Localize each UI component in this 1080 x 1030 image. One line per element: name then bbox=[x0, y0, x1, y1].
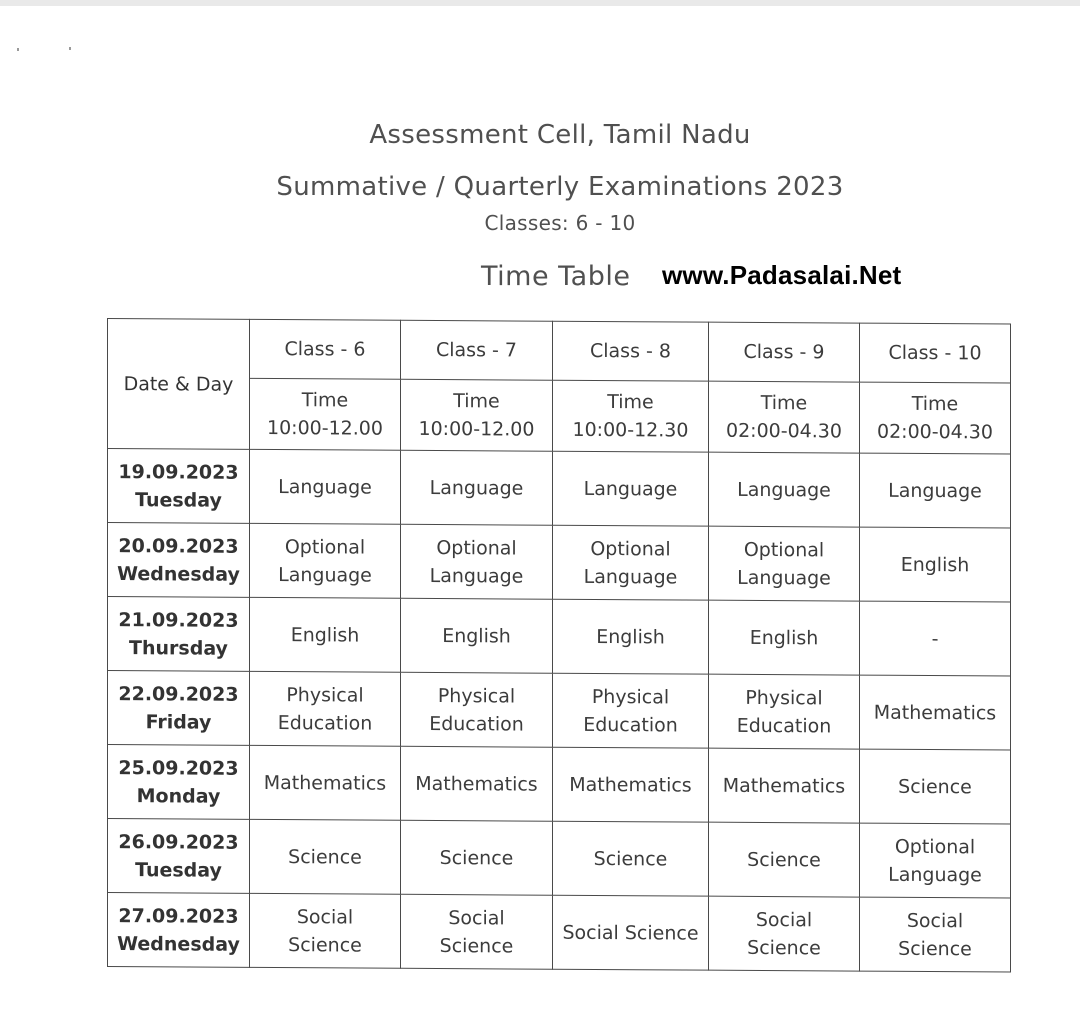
class-time-cell bbox=[250, 378, 401, 450]
website-watermark: www.Padasalai.Net bbox=[662, 260, 902, 290]
subject-cell bbox=[250, 819, 401, 894]
time-label: Time bbox=[453, 390, 500, 413]
subject-cell bbox=[250, 449, 401, 524]
subject-text: Language bbox=[429, 564, 524, 588]
subject-cell bbox=[709, 452, 860, 527]
subject-cell bbox=[553, 821, 709, 896]
exam-date: 27.09.2023 bbox=[118, 904, 239, 928]
subject-text: English bbox=[596, 625, 665, 648]
subject-cell bbox=[401, 450, 553, 525]
subject-text: Language bbox=[737, 566, 831, 589]
subject-text: Language bbox=[888, 479, 982, 502]
exam-row bbox=[108, 671, 1011, 751]
subject-text: Mathematics bbox=[722, 774, 846, 798]
subject-cell bbox=[401, 746, 553, 821]
subject-text: Optional bbox=[436, 536, 517, 560]
subject-cell bbox=[401, 894, 553, 969]
subject-text: English bbox=[749, 626, 819, 649]
timetable-heading: Time Table bbox=[481, 261, 631, 292]
subject-text: Physical bbox=[437, 684, 516, 707]
time-range: 10:00-12.30 bbox=[572, 418, 689, 442]
subject-text: Social bbox=[296, 905, 354, 929]
subject-text: Science bbox=[288, 845, 362, 869]
date-day-header: Date & Day bbox=[108, 319, 250, 450]
exam-subtitle: Summative / Quarterly Examinations 2023 bbox=[276, 172, 844, 202]
subject-text: Optional bbox=[284, 535, 366, 559]
classes-range: Classes: 6 - 10 bbox=[484, 211, 636, 235]
subject-text: Physical bbox=[286, 683, 364, 707]
subject-text: Social bbox=[448, 906, 505, 929]
exam-row bbox=[108, 893, 1011, 973]
date-day-cell bbox=[108, 671, 250, 746]
date-day-cell bbox=[108, 523, 250, 598]
time-label: Time bbox=[760, 391, 808, 415]
subject-cell bbox=[860, 601, 1011, 676]
exam-date: 20.09.2023 bbox=[118, 534, 239, 558]
subject-text: Science bbox=[288, 933, 362, 957]
time-label: Time bbox=[301, 389, 349, 412]
subject-cell bbox=[250, 671, 401, 746]
scan-speck bbox=[17, 48, 19, 51]
subject-cell bbox=[860, 527, 1011, 602]
exam-date: 21.09.2023 bbox=[118, 608, 239, 632]
subject-text: English bbox=[442, 624, 511, 647]
subject-cell bbox=[553, 747, 709, 822]
subject-text: Science bbox=[439, 934, 514, 957]
subject-cell bbox=[401, 820, 553, 895]
subject-cell bbox=[860, 749, 1011, 824]
subject-text: Science bbox=[747, 848, 821, 871]
date-day-cell bbox=[108, 893, 250, 968]
date-day-cell bbox=[108, 819, 250, 894]
top-border-strip bbox=[0, 0, 1080, 6]
exam-day: Tuesday bbox=[135, 858, 222, 882]
subject-text: Science bbox=[593, 847, 668, 870]
subject-cell bbox=[250, 893, 401, 968]
subject-text: - bbox=[931, 627, 939, 650]
exam-day: Tuesday bbox=[135, 488, 222, 512]
subject-text: Mathematics bbox=[263, 771, 387, 795]
subject-cell bbox=[553, 895, 709, 970]
exam-date: 26.09.2023 bbox=[118, 830, 239, 854]
exam-day: Wednesday bbox=[117, 562, 240, 586]
class-header-cell: Class - 8 bbox=[553, 321, 709, 381]
subject-text: Science bbox=[439, 846, 514, 869]
subject-text: English bbox=[900, 553, 970, 576]
exam-day: Thursday bbox=[129, 636, 228, 660]
timetable bbox=[107, 318, 1011, 973]
exam-row bbox=[108, 523, 1011, 603]
subject-text: Mathematics bbox=[873, 701, 997, 724]
class-time-cell bbox=[401, 379, 553, 451]
subject-text: Language bbox=[737, 478, 831, 501]
date-day-cell bbox=[108, 449, 250, 524]
exam-date: 22.09.2023 bbox=[118, 682, 239, 706]
subject-text: Language bbox=[583, 477, 678, 500]
class-header-cell: Class - 7 bbox=[401, 320, 553, 380]
class-time-cell bbox=[553, 380, 709, 452]
subject-text: Education bbox=[429, 712, 524, 736]
class-header-row bbox=[108, 319, 1011, 384]
subject-text: Optional bbox=[894, 835, 976, 858]
time-range: 02:00-04.30 bbox=[876, 420, 993, 444]
time-range: 10:00-12.00 bbox=[418, 417, 535, 441]
time-label: Time bbox=[607, 391, 654, 414]
subject-text: Physical bbox=[745, 686, 823, 709]
subject-cell bbox=[250, 597, 401, 672]
subject-cell bbox=[709, 822, 860, 897]
exam-day: Wednesday bbox=[117, 932, 240, 956]
subject-text: Optional bbox=[590, 537, 671, 560]
subject-cell bbox=[860, 675, 1011, 750]
subject-text: Education bbox=[583, 713, 678, 736]
subject-text: Social bbox=[906, 909, 964, 932]
subject-text: Mathematics bbox=[415, 772, 538, 796]
time-range: 10:00-12.00 bbox=[266, 416, 383, 440]
class-header-cell: Class - 10 bbox=[860, 323, 1011, 383]
subject-cell bbox=[709, 674, 860, 749]
exam-row bbox=[108, 449, 1011, 529]
subject-cell bbox=[553, 673, 709, 748]
date-day-cell bbox=[108, 597, 250, 672]
subject-text: Science bbox=[898, 937, 972, 960]
subject-text: Education bbox=[277, 711, 373, 735]
exam-row bbox=[108, 745, 1011, 825]
subject-cell bbox=[401, 524, 553, 599]
subject-text: Social Science bbox=[562, 921, 699, 945]
subject-cell bbox=[250, 523, 401, 598]
exam-row bbox=[108, 819, 1011, 899]
subject-text: Science bbox=[747, 936, 821, 959]
subject-text: Physical bbox=[591, 685, 670, 708]
exam-date: 19.09.2023 bbox=[118, 460, 239, 484]
scan-speck bbox=[69, 47, 71, 50]
exam-row bbox=[108, 597, 1011, 677]
class-time-cell bbox=[860, 382, 1011, 454]
document-title: Assessment Cell, Tamil Nadu bbox=[369, 120, 751, 150]
time-range: 02:00-04.30 bbox=[725, 419, 842, 443]
subject-cell bbox=[860, 453, 1011, 528]
subject-text: Language bbox=[278, 563, 372, 587]
exam-day: Monday bbox=[136, 784, 221, 808]
subject-text: Language bbox=[429, 476, 524, 500]
class-time-cell bbox=[709, 381, 860, 453]
subject-text: English bbox=[290, 623, 360, 647]
subject-text: Social bbox=[755, 908, 813, 931]
subject-cell bbox=[709, 600, 860, 675]
subject-cell bbox=[709, 748, 860, 823]
subject-cell bbox=[860, 823, 1011, 898]
exam-day: Friday bbox=[145, 710, 212, 734]
date-day-cell bbox=[108, 745, 250, 820]
subject-cell bbox=[709, 896, 860, 971]
subject-cell bbox=[250, 745, 401, 820]
subject-cell bbox=[401, 672, 553, 747]
exam-date: 25.09.2023 bbox=[118, 756, 239, 780]
subject-text: Education bbox=[736, 714, 832, 737]
time-label: Time bbox=[911, 392, 959, 416]
subject-text: Science bbox=[898, 775, 972, 798]
subject-cell bbox=[401, 598, 553, 673]
subject-text: Language bbox=[278, 475, 372, 499]
subject-text: Language bbox=[888, 863, 982, 886]
subject-text: Optional bbox=[743, 538, 825, 561]
subject-cell bbox=[709, 526, 860, 601]
subject-cell bbox=[553, 525, 709, 600]
timetable-container bbox=[107, 318, 1010, 973]
class-header-cell: Class - 9 bbox=[709, 322, 860, 382]
subject-text: Mathematics bbox=[569, 773, 692, 797]
subject-cell bbox=[553, 451, 709, 526]
subject-cell bbox=[860, 897, 1011, 972]
class-header-cell: Class - 6 bbox=[250, 319, 401, 379]
subject-text: Language bbox=[583, 565, 678, 588]
subject-cell bbox=[553, 599, 709, 674]
